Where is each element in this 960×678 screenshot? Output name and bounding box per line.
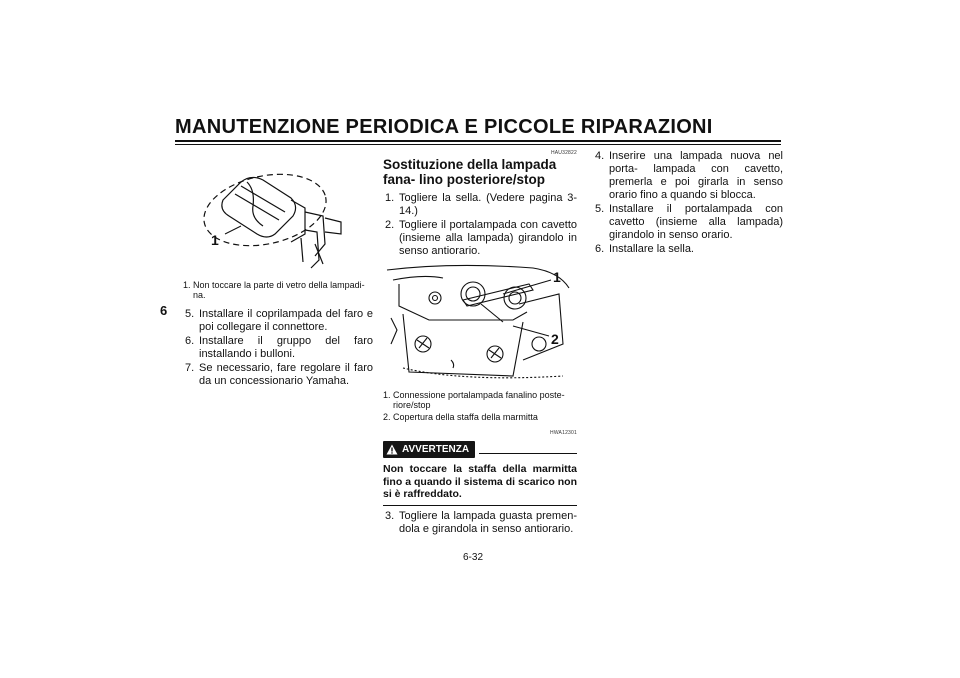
section-code: HAU32822 [550, 150, 577, 156]
warning-bottom-rule [383, 505, 577, 506]
warning-badge [383, 441, 475, 458]
header-rule-thin [175, 144, 781, 145]
steps-list [383, 192, 577, 258]
warning-triangle-icon [386, 444, 398, 455]
warning-label: AVVERTENZA [402, 444, 470, 455]
taillight-holder-figure [383, 264, 575, 384]
warning-header [383, 441, 577, 458]
figure-callout-1: 1 [553, 269, 561, 285]
caption-item: 1. Non toccare la parte di vetro della lampadi- na. [183, 280, 365, 300]
step-item: 5. Installare il coprilampada del faro e poi collegare il connettore. [185, 308, 373, 333]
warning-rule [479, 453, 577, 454]
caption-item: 1. Connessione portalampada fanalino poste- riore/stop [383, 390, 565, 410]
headlight-bulb-figure [183, 160, 363, 278]
step-item: 7. Se necessario, fare regolare il faro da un concessionario Yamaha. [185, 362, 373, 387]
column-left [183, 160, 373, 389]
step-item: 2. Togliere il portalampada con cavetto (insieme alla lampada) girandolo in senso antiorario. [385, 219, 577, 257]
figure-caption-list [183, 280, 373, 300]
figure-callout-2: 2 [551, 331, 559, 347]
column-middle [383, 150, 577, 537]
step-item: 4. Inserire una lampada nuova nel porta- lampada con cavetto, premerla e poi girarla in senso orario fino a quando si blocca. [595, 150, 783, 201]
chapter-tab: 6 [160, 303, 168, 318]
warning-code: HWA12301 [550, 430, 577, 436]
steps-list [383, 510, 577, 536]
steps-list [593, 150, 783, 256]
caption-item: 2. Copertura della staffa della marmitta [383, 412, 538, 422]
step-item: 6. Installare il gruppo del faro installando i bulloni. [185, 335, 373, 360]
step-item: 1. Togliere la sella. (Vedere pagina 3-14.) [385, 192, 577, 217]
warning-text: Non toccare la staffa della marmitta fino a quando il sistema di scarico non si è raffreddato. [383, 463, 577, 500]
column-right [593, 150, 783, 257]
step-item: 5. Installare il portalampada con cavetto (insieme alla lampada) girandolo in senso orario. [595, 203, 783, 241]
steps-list [183, 308, 373, 388]
page-title: MANUTENZIONE PERIODICA E PICCOLE RIPARAZIONI [175, 116, 713, 138]
section-title: Sostituzione della lampada fana- lino posteriore/stop [383, 157, 557, 187]
figure-caption-list [383, 390, 577, 422]
figure-callout-1: 1 [211, 232, 219, 248]
header-rule-thick [175, 140, 781, 142]
page-number: 6-32 [463, 552, 484, 563]
step-item: 6. Installare la sella. [595, 243, 694, 255]
step-item: 3. Togliere la lampada guasta premen- dola e girandola in senso antiorario. [385, 509, 577, 535]
